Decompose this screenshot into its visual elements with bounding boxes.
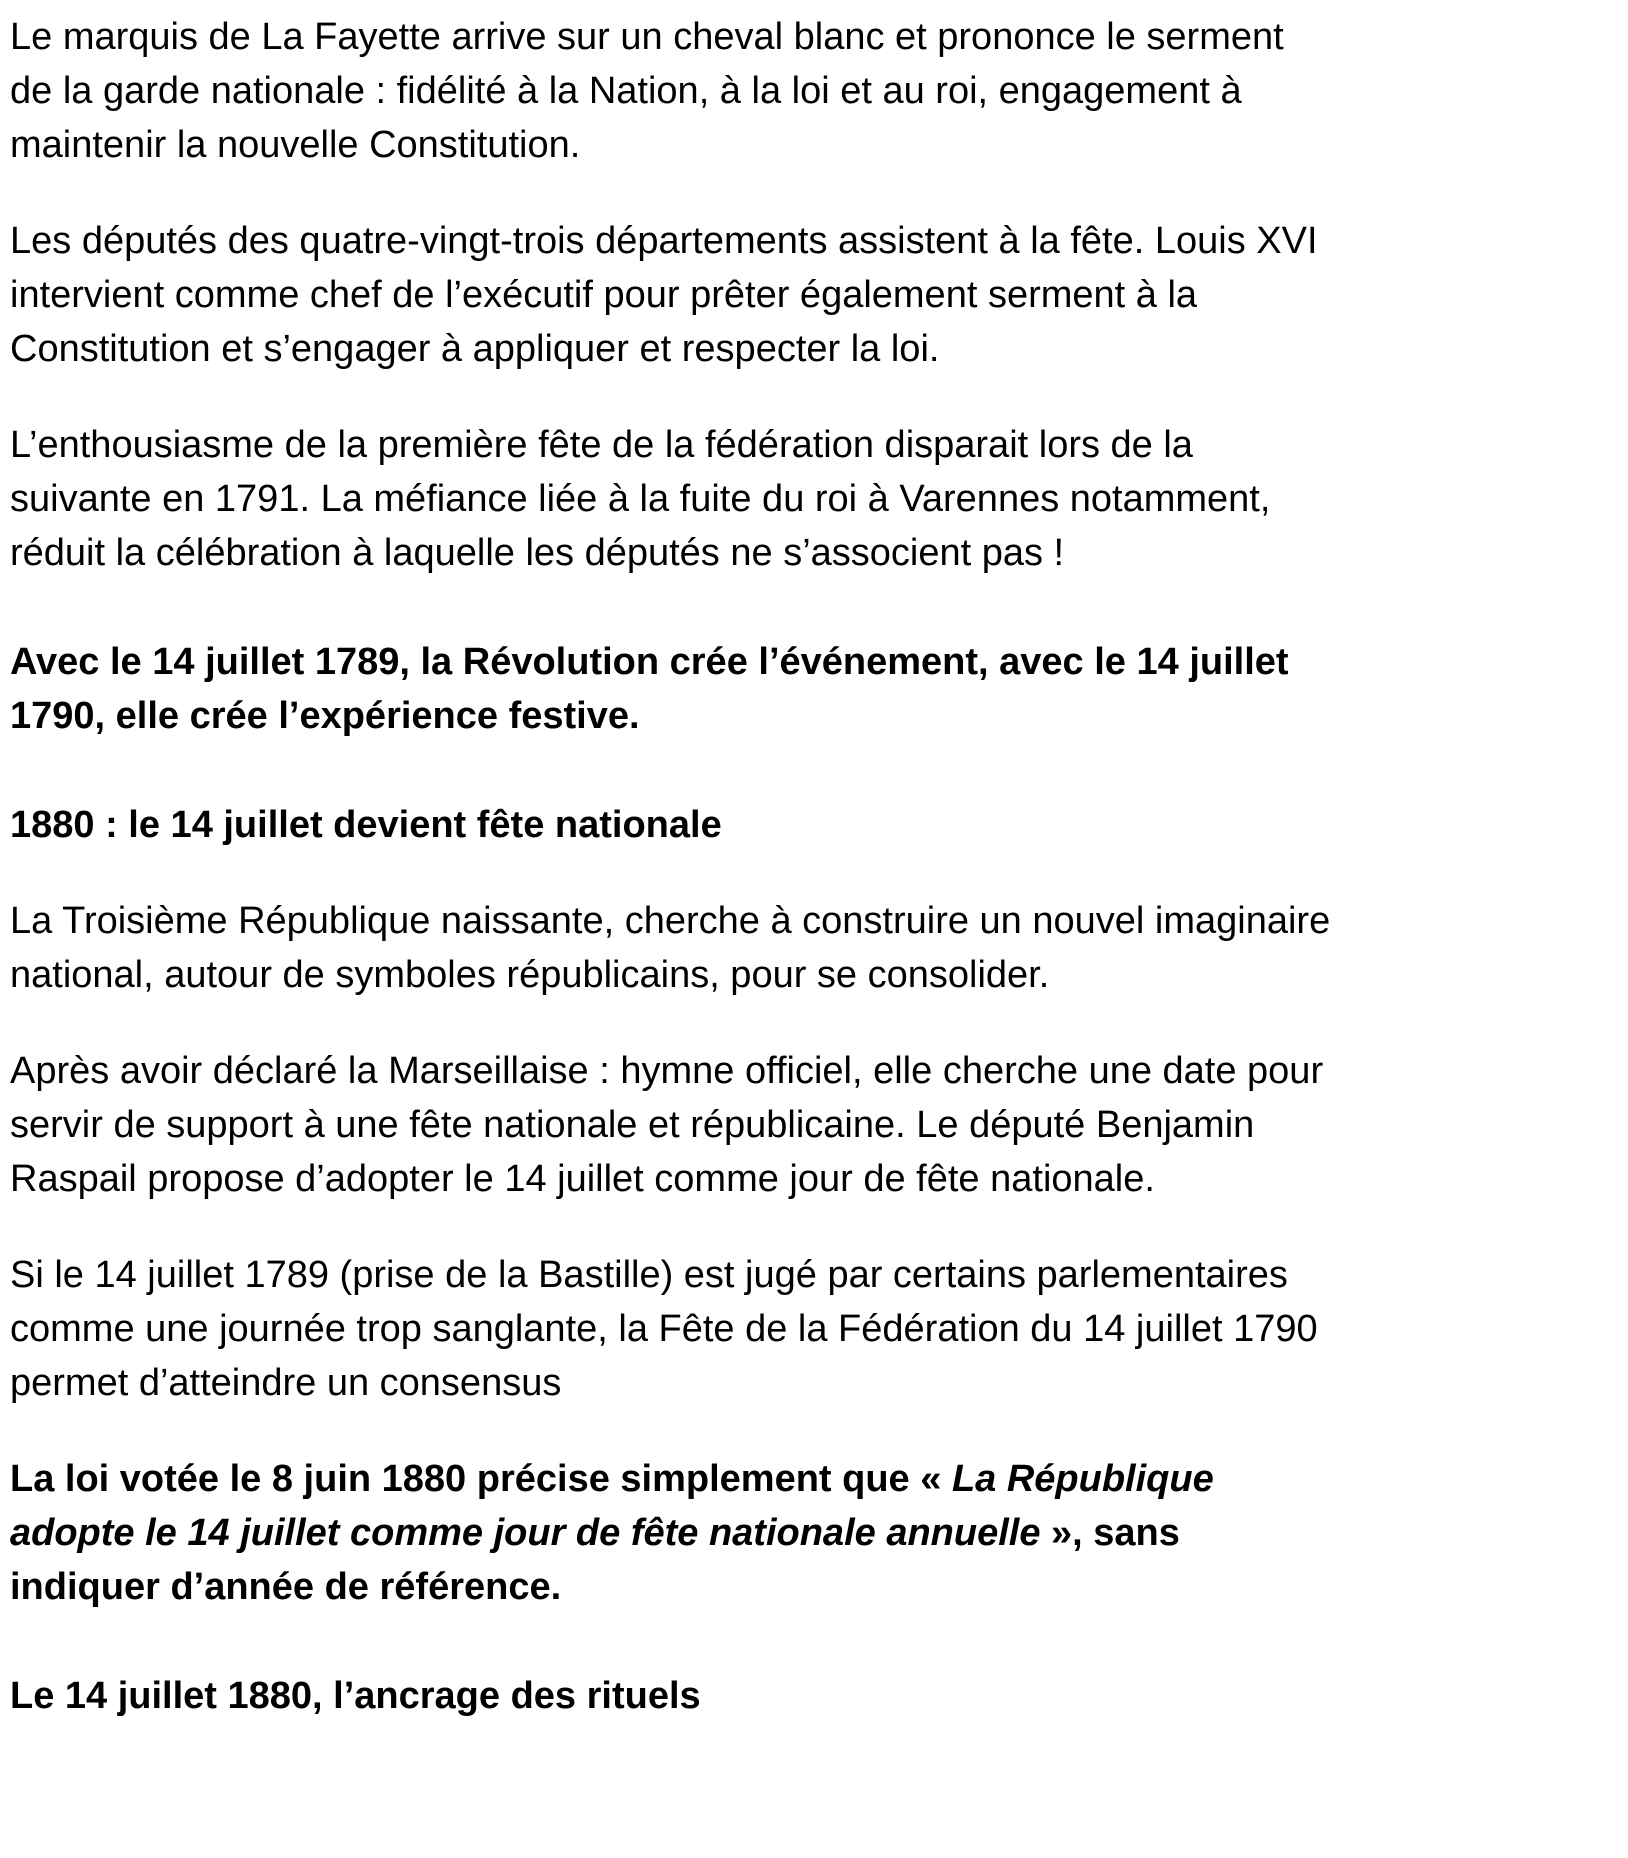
paragraph-loi-8-juin-1880 — [10, 1452, 1614, 1614]
text-run: suivante en 1791. La méfiance liée à la fuite du roi à Varennes notamment, — [10, 478, 1271, 520]
text-run: servir de support à une fête nationale et républicaine. Le député Benjamin — [10, 1104, 1255, 1146]
text-run: Le 14 juillet 1880, l’ancrage des rituels — [10, 1675, 701, 1717]
text-run: réduit la célébration à laquelle les députés ne s’associent pas ! — [10, 532, 1065, 574]
paragraph-enthousiasme-1791 — [10, 418, 1614, 580]
text-run: 1880 : le 14 juillet devient fête nationale — [10, 804, 722, 846]
text-run: intervient comme chef de l’exécutif pour prêter également serment à la — [10, 274, 1198, 316]
text-run: Si le 14 juillet 1789 (prise de la Bastille) est jugé par certains parlementaires — [10, 1254, 1288, 1296]
text-run: 1790, elle crée l’expérience festive. — [10, 695, 640, 737]
paragraph-deputes-louis-xvi — [10, 214, 1614, 376]
text-run: L’enthousiasme de la première fête de la fédération disparait lors de la — [10, 424, 1193, 466]
section-heading-1880-fete-nationale — [10, 798, 1614, 852]
text-run: La loi votée le 8 juin 1880 précise simplement que « — [10, 1458, 952, 1500]
text-run: adopte le 14 juillet comme jour de fête nationale annuelle — [10, 1512, 1041, 1554]
text-run: comme une journée trop sanglante, la Fête de la Fédération du 14 juillet 1790 — [10, 1308, 1318, 1350]
paragraph-lafayette-serment — [10, 10, 1614, 172]
text-run: Après avoir déclaré la Marseillaise : hymne officiel, elle cherche une date pour — [10, 1050, 1324, 1092]
paragraph-consensus-1790 — [10, 1248, 1614, 1410]
text-run: Le marquis de La Fayette arrive sur un cheval blanc et prononce le serment — [10, 16, 1284, 58]
document-body — [10, 10, 1614, 1723]
text-run: permet d’atteindre un consensus — [10, 1362, 562, 1404]
paragraph-troisieme-republique — [10, 894, 1614, 1002]
text-run: Raspail propose d’adopter le 14 juillet comme jour de fête nationale. — [10, 1158, 1155, 1200]
section-heading-14-juillet-1880-rituels — [10, 1669, 1614, 1723]
text-run: Avec le 14 juillet 1789, la Révolution crée l’événement, avec le 14 juillet — [10, 641, 1289, 683]
paragraph-marseillaise-raspail — [10, 1044, 1614, 1206]
text-run: indiquer d’année de référence. — [10, 1566, 562, 1608]
text-run: maintenir la nouvelle Constitution. — [10, 124, 581, 166]
text-run: Les députés des quatre-vingt-trois départements assistent à la fête. Louis XVI — [10, 220, 1318, 262]
text-run: La Troisième République naissante, cherche à construire un nouvel imaginaire — [10, 900, 1331, 942]
text-run: », sans — [1040, 1512, 1180, 1554]
paragraph-emphasis-evenement-experience — [10, 635, 1614, 743]
text-run: La République — [951, 1458, 1214, 1500]
text-run: national, autour de symboles républicains, pour se consolider. — [10, 954, 1050, 996]
text-run: de la garde nationale : fidélité à la Nation, à la loi et au roi, engagement à — [10, 70, 1242, 112]
text-run: Constitution et s’engager à appliquer et respecter la loi. — [10, 328, 940, 370]
